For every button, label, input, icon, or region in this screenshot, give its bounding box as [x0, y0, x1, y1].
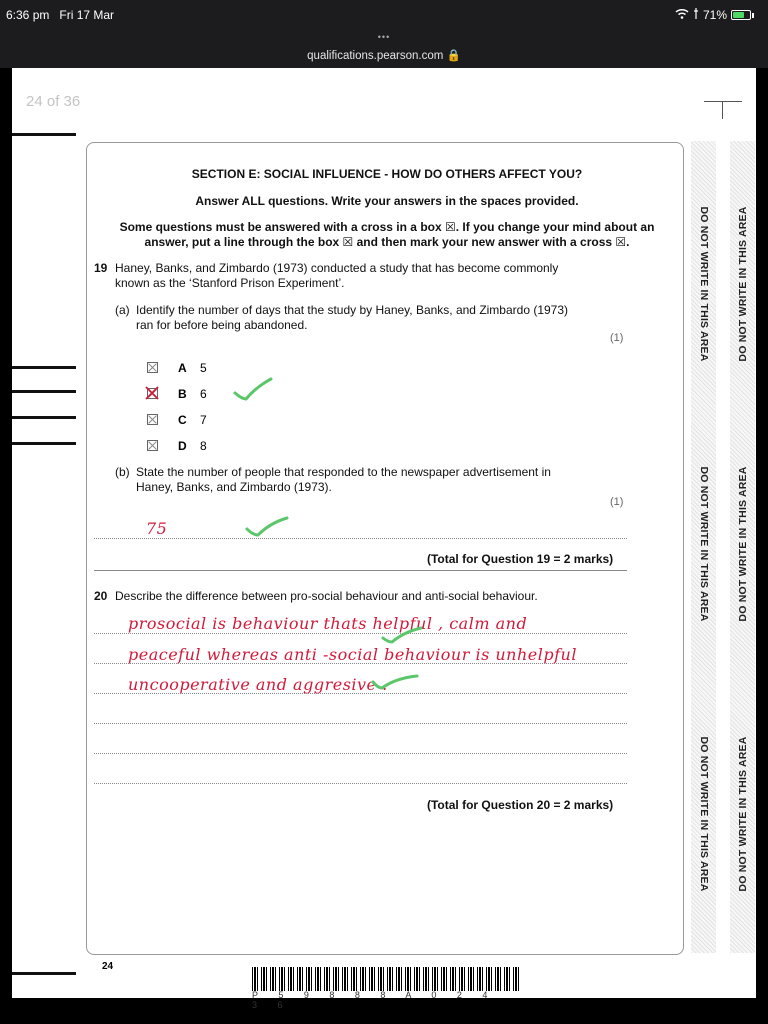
answer-line[interactable]	[94, 783, 627, 784]
no-write-label: DO NOT WRITE IN THIS AREA	[698, 466, 710, 622]
part-label: (b)	[115, 465, 130, 479]
page-counter: 24 of 36	[26, 93, 81, 110]
checkbox-option-a[interactable]	[147, 362, 158, 373]
battery-tip	[752, 13, 754, 18]
handwritten-answer-line: prosocial is behaviour thats helpful , calm and	[128, 614, 528, 633]
instruction-cross-box: Some questions must be answered with a cross in a box ☒. If you change your mind about an	[119, 220, 655, 234]
answer-line[interactable]	[94, 633, 627, 634]
margin-bar	[12, 366, 76, 369]
location-icon	[693, 8, 699, 22]
part-label: (a)	[115, 303, 130, 317]
option-letter: B	[178, 387, 187, 401]
part-b-text: Haney, Banks, and Zimbardo (1973).	[136, 480, 332, 494]
barcode	[252, 967, 520, 991]
no-write-label: DO NOT WRITE IN THIS AREA	[698, 736, 710, 892]
question-number: 20	[94, 589, 108, 603]
instruction-cross-box-2: answer, put a line through the box ☒ and then mark your new answer with a cross ☒.	[144, 235, 630, 249]
page-number: 24	[102, 961, 114, 972]
checkbox-option-d[interactable]	[147, 440, 158, 451]
margin-bar	[12, 390, 76, 393]
question-stem: known as the ‘Stanford Prison Experiment’.	[115, 276, 345, 290]
status-indicators	[675, 8, 754, 22]
green-tick-icon	[244, 515, 290, 539]
question-stem: Haney, Banks, and Zimbardo (1973) conducted a study that has become commonly	[115, 261, 559, 275]
checkbox-option-c[interactable]	[147, 414, 158, 425]
handwritten-answer: 75	[146, 519, 168, 538]
instruction-answer-all: Answer ALL questions. Write your answers in the spaces provided.	[195, 194, 579, 208]
section-title: SECTION E: SOCIAL INFLUENCE - HOW DO OTHERS AFFECT YOU?	[191, 167, 583, 181]
marks-label: (1)	[610, 332, 624, 344]
more-dots-icon[interactable]: •••	[377, 32, 391, 42]
wifi-icon	[675, 8, 689, 22]
no-write-label: DO NOT WRITE IN THIS AREA	[698, 206, 710, 362]
answer-line[interactable]	[94, 723, 627, 724]
answer-line[interactable]	[94, 693, 627, 694]
no-write-label: DO NOT WRITE IN THIS AREA	[737, 736, 749, 892]
url-text[interactable]: qualifications.pearson.com 🔒	[307, 50, 461, 62]
handwritten-cross-icon	[143, 384, 161, 402]
question-total: (Total for Question 20 = 2 marks)	[427, 798, 614, 812]
no-write-label: DO NOT WRITE IN THIS AREA	[737, 466, 749, 622]
registration-mark	[704, 101, 742, 102]
green-tick-icon	[380, 624, 424, 646]
browser-url-bar[interactable]	[0, 30, 768, 68]
status-time: 6:36 pm Fri 17 Mar	[6, 8, 115, 22]
green-tick-icon	[370, 670, 420, 692]
battery-percent: 71%	[702, 8, 727, 22]
option-letter: C	[178, 413, 187, 427]
status-bar	[0, 0, 768, 30]
question-stem: Describe the difference between pro-social behaviour and anti-social behaviour.	[115, 589, 538, 603]
barcode-text: P 5 9 8 8 8 A 0 2 4 3 6	[252, 990, 497, 1010]
answer-line[interactable]	[94, 753, 627, 754]
marks-label: (1)	[610, 496, 624, 508]
battery-icon	[731, 10, 751, 20]
handwritten-answer-line: uncooperative and aggresive .	[128, 675, 388, 694]
margin-bar	[12, 442, 76, 445]
green-tick-icon	[232, 375, 274, 403]
option-value: 7	[200, 413, 207, 427]
option-value: 5	[200, 361, 207, 375]
handwritten-answer-line: peaceful whereas anti -social behaviour is unhelpful	[128, 645, 577, 664]
question-total: (Total for Question 19 = 2 marks)	[427, 552, 614, 566]
margin-bar	[12, 972, 76, 975]
option-value: 6	[200, 387, 207, 401]
margin-bar	[12, 416, 76, 419]
answer-line[interactable]	[94, 538, 627, 539]
option-letter: D	[178, 439, 187, 453]
answer-line[interactable]	[94, 663, 627, 664]
option-value: 8	[200, 439, 207, 453]
margin-bar	[12, 133, 76, 136]
divider	[94, 570, 627, 571]
part-b-text: State the number of people that responded to the newspaper advertisement in	[136, 465, 551, 479]
question-number: 19	[94, 261, 108, 275]
document-page	[12, 68, 756, 1010]
registration-mark-vertical	[722, 101, 723, 119]
no-write-label: DO NOT WRITE IN THIS AREA	[737, 206, 749, 362]
part-a-text: ran for before being abandoned.	[136, 318, 308, 332]
option-letter: A	[178, 361, 187, 375]
part-a-text: Identify the number of days that the study by Haney, Banks, and Zimbardo (1973)	[136, 303, 569, 317]
